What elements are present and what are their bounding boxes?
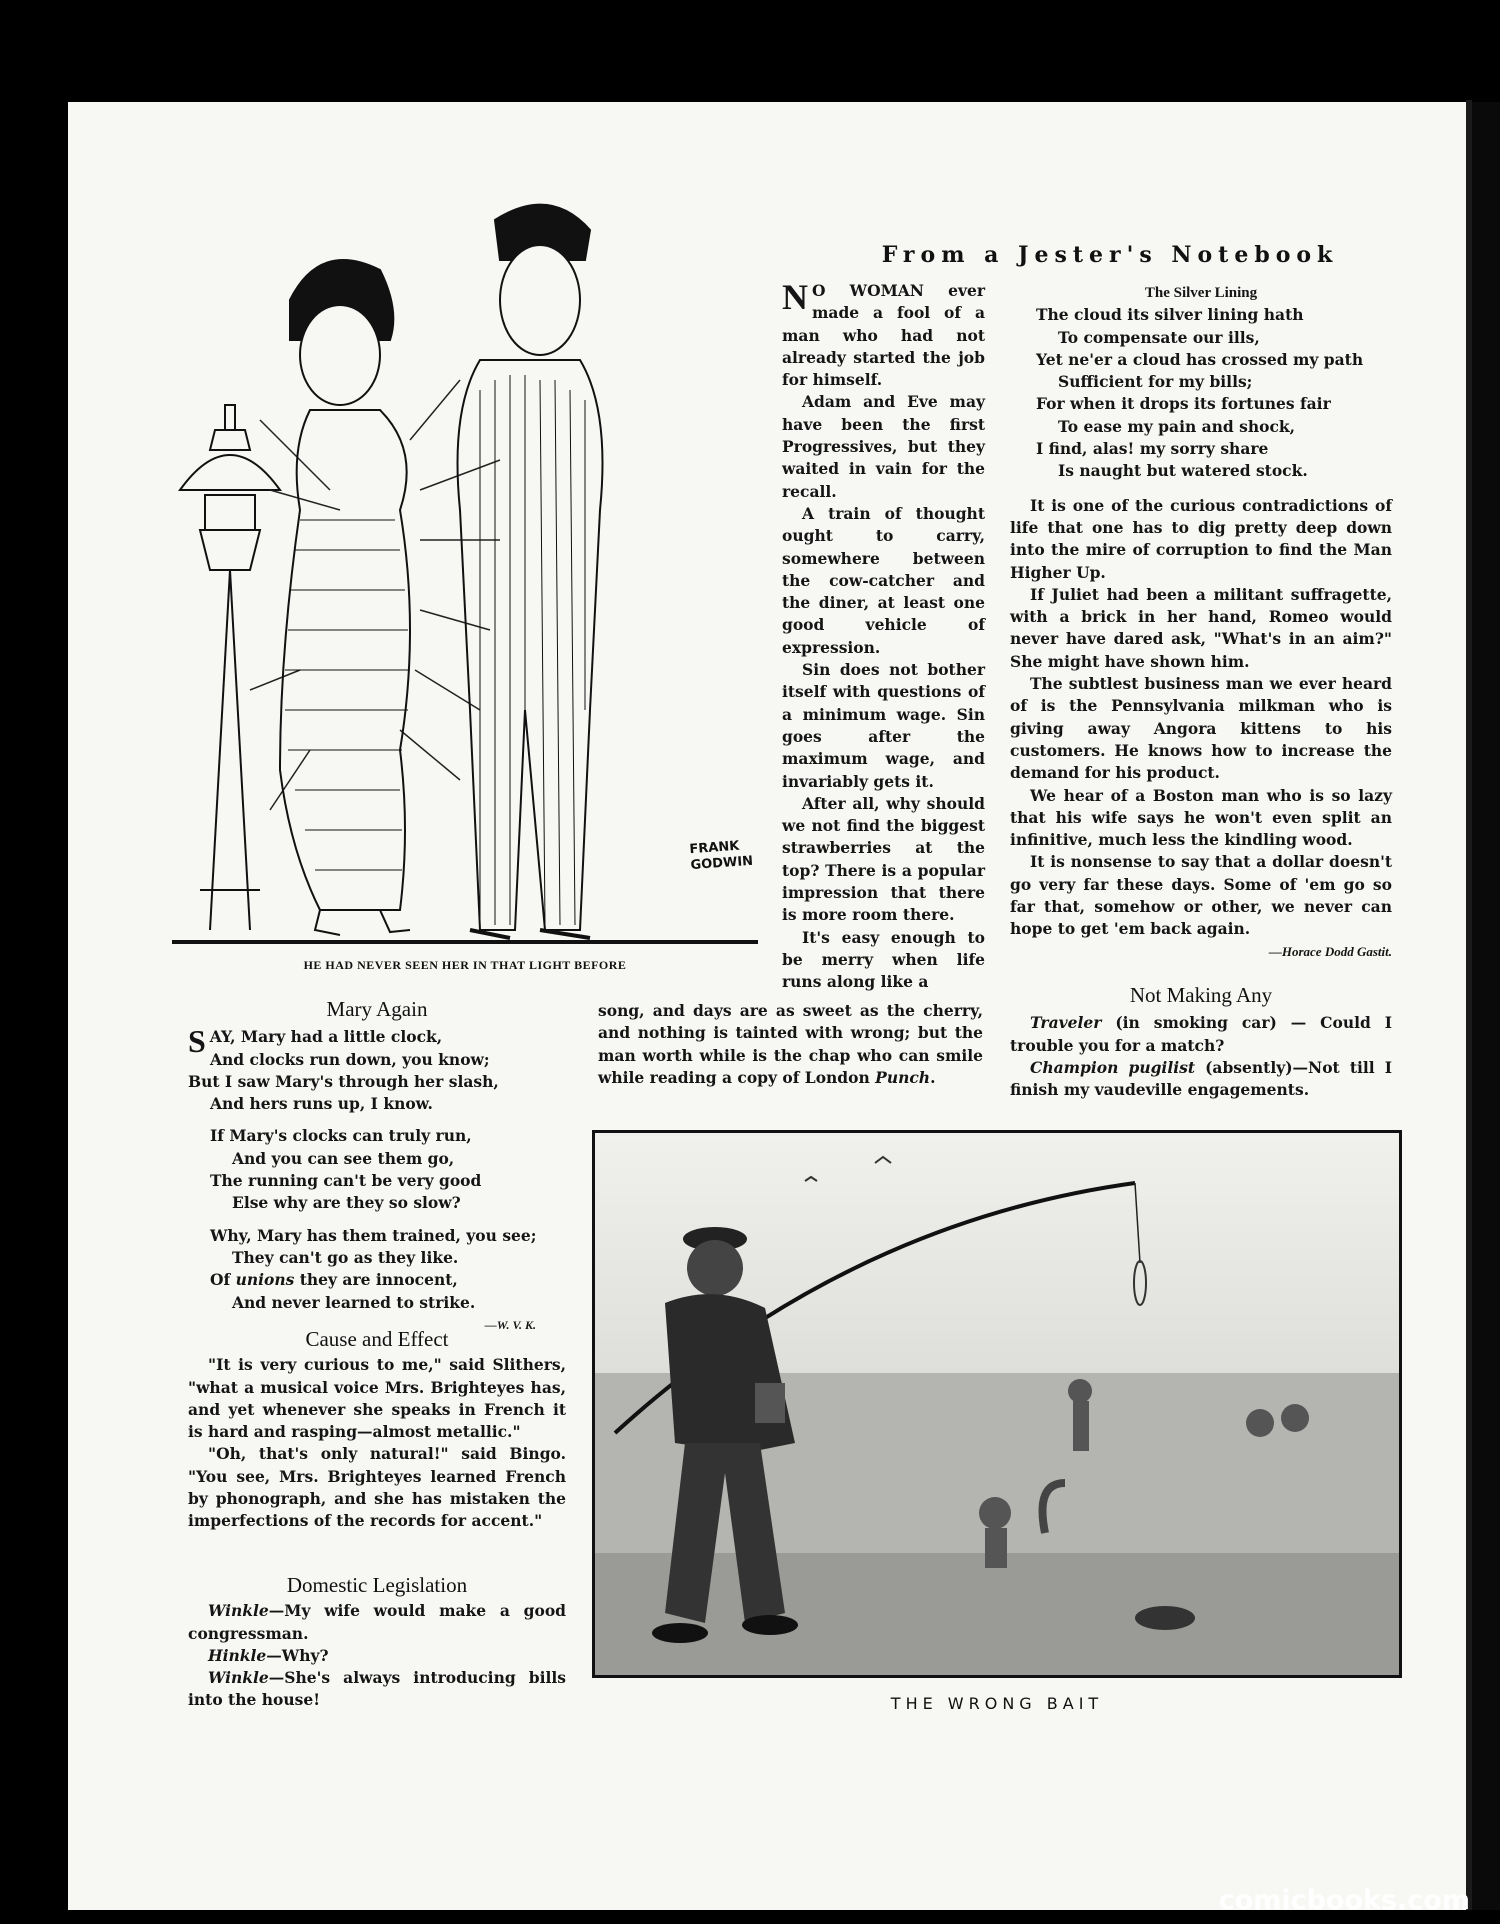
- jester-paragraph-6b: song, and days are as sweet as the cherry, and nothing is tainted with wrong; but the man worth while is the chap who can smile while reading a copy of London: [598, 1001, 983, 1087]
- page-gutter: [1472, 102, 1500, 1910]
- winkle-line-1: —My wife would make a good congressman.: [188, 1601, 566, 1643]
- unions-italic: unions: [235, 1270, 295, 1290]
- speaker-winkle: Winkle: [208, 1601, 269, 1621]
- dropcap-n: N: [782, 277, 808, 317]
- lamp-drawing: [180, 405, 280, 930]
- top-illustration-caption: HE HAD NEVER SEEN HER IN THAT LIGHT BEFORE: [303, 958, 627, 972]
- poem-line: To ease my pain and shock,: [1058, 416, 1296, 436]
- not-making-any-title: Not Making Any: [1129, 983, 1273, 1007]
- jester-paragraph-2: Adam and Eve may have been the first Progressives, but they waited in vain for the recall.: [782, 392, 985, 501]
- poem-line: Yet ne'er a cloud has crossed my path: [1036, 349, 1364, 369]
- poem-line: Sufficient for my bills;: [1058, 372, 1253, 392]
- pugilist-line: (absently)—Not till I finish my vaudeville engagements.: [1010, 1057, 1392, 1100]
- jester-paragraph-5: After all, why should we not find the biggest strawberries at the top? There is a popular impression that there is more room there.: [782, 793, 985, 925]
- silver-paragraph-2: If Juliet had been a militant suffragette, with a brick in her hand, Romeo would never have dared ask, "What's in an aim?" She might have shown him.: [1010, 584, 1392, 671]
- wrong-bait-drawing: [595, 1133, 1399, 1675]
- poem-line: I find, alas! my sorry share: [1036, 439, 1269, 459]
- silver-attribution: —Horace Dodd Gastit.: [1268, 943, 1392, 959]
- jester-paragraph-6a: It's easy enough to be merry when life runs along like a: [782, 927, 985, 992]
- poem-line: And clocks run down, you know;: [210, 1049, 490, 1069]
- silver-paragraph-4: We hear of a Boston man who is so lazy that his wife says he won't even split an infinitive, much less the kindling wood.: [1010, 785, 1392, 850]
- domestic-legislation-title: Domestic Legislation: [286, 1573, 468, 1597]
- mary-stanza-2: [188, 1125, 566, 1214]
- couple-drawing: [170, 190, 760, 950]
- speaker-traveler: Traveler: [1030, 1013, 1102, 1033]
- winkle-line-2: —She's always introducing bills into the house!: [188, 1668, 566, 1710]
- not-making-any-section: [1010, 984, 1392, 1101]
- poem-line: To compensate our ills,: [1058, 327, 1260, 347]
- mary-again-title: Mary Again: [326, 997, 428, 1021]
- mary-attribution: —W. V. K.: [484, 1317, 536, 1332]
- cause-paragraph-1: "It is very curious to me," said Slithers, "what a musical voice Mrs. Brighteyes has, and yet whenever she speaks in French it is hard and rasping—almost metallic.": [188, 1355, 566, 1442]
- poem-line: For when it drops its fortunes fair: [1036, 394, 1331, 414]
- silver-lining-column: [1010, 282, 1392, 963]
- silver-paragraph-5: It is nonsense to say that a dollar doesn't go very far these days. Some of 'em go so far that, somehow or other, we never can hope to get 'em back again.: [1010, 852, 1392, 939]
- jester-paragraph-1: O WOMAN ever made a fool of a man who had not already started the job for himself.: [782, 281, 985, 390]
- jester-paragraph-3: A train of thought ought to carry, somewhere between the cow-catcher and the diner, at least one good vehicle of expression.: [782, 503, 985, 657]
- jester-paragraph-4: Sin does not bother itself with questions of a minimum wage. Sin goes after the maximum wage, and invariably gets it.: [782, 660, 985, 791]
- bottom-illustration-caption: THE WRONG BAIT: [890, 1694, 1104, 1713]
- poem-line: Why, Mary has them trained, you see;: [210, 1225, 537, 1245]
- notebook-heading: From a Jester's Notebook: [881, 242, 1339, 268]
- poem-line: AY, Mary had a little clock,: [209, 1027, 443, 1047]
- poem-line: Else why are they so slow?: [232, 1193, 461, 1213]
- hinkle-line: —Why?: [266, 1645, 329, 1665]
- poem-line: The cloud its silver lining hath: [1036, 305, 1304, 325]
- site-watermark: comicbooks.com: [1218, 1885, 1470, 1916]
- silver-lining-poem: [1010, 304, 1392, 482]
- poem-line: And hers runs up, I know.: [210, 1094, 433, 1114]
- jester-column-continued: [598, 1000, 983, 1089]
- silver-paragraph-1: It is one of the curious contradictions of life that one has to dig pretty deep down into the mire of corruption to find the Man Higher Up.: [1010, 495, 1392, 582]
- dropcap-s: S: [188, 1023, 206, 1060]
- silver-lining-title: The Silver Lining: [1144, 285, 1258, 301]
- poem-line: They can't go as they like.: [232, 1247, 459, 1267]
- silver-paragraph-3: The subtlest business man we ever heard of is the Pennsylvania milkman who is giving away Angora kittens to his customers. He knows how to increase the demand for his product.: [1010, 674, 1392, 783]
- poem-line: If Mary's clocks can truly run,: [210, 1126, 472, 1146]
- top-illustration: [170, 190, 760, 950]
- lobster-icon: [1135, 1606, 1195, 1630]
- cause-and-effect-section: [188, 1328, 566, 1533]
- light-rays: [250, 380, 500, 810]
- mary-stanza-3: [188, 1225, 566, 1314]
- poem-fragment: they are innocent,: [294, 1270, 458, 1290]
- mary-stanza-1: [188, 1023, 566, 1115]
- traveler-line: (in smoking car) — Could I trouble you for a match?: [1010, 1013, 1392, 1055]
- mary-again-section: [188, 998, 566, 1336]
- cause-and-effect-title: Cause and Effect: [305, 1327, 449, 1351]
- poem-fragment: Of: [210, 1270, 236, 1290]
- domestic-legislation-section: [188, 1574, 566, 1712]
- speaker-hinkle: Hinkle: [208, 1645, 267, 1665]
- poem-line: But I saw Mary's through her slash,: [188, 1071, 499, 1091]
- punch-italic: Punch: [875, 1067, 931, 1087]
- speaker-pugilist: Champion pugilist: [1030, 1057, 1195, 1077]
- speaker-winkle: Winkle: [208, 1668, 269, 1688]
- woman-figure: [280, 260, 410, 935]
- cause-paragraph-2: "Oh, that's only natural!" said Bingo. "You see, Mrs. Brighteyes learned French by phonograph, and she has mistaken the imperfections of the records for accent.": [188, 1444, 566, 1531]
- poem-line: The running can't be very good: [210, 1171, 482, 1191]
- period: .: [930, 1067, 936, 1087]
- man-figure: [458, 205, 603, 938]
- poem-line: And you can see them go,: [232, 1148, 455, 1168]
- artist-signature: FRANK GODWIN: [688, 838, 754, 874]
- bottom-illustration: [592, 1130, 1402, 1678]
- poem-line: And never learned to strike.: [232, 1292, 476, 1312]
- jester-column: [782, 277, 985, 994]
- poem-line: Is naught but watered stock.: [1058, 461, 1308, 481]
